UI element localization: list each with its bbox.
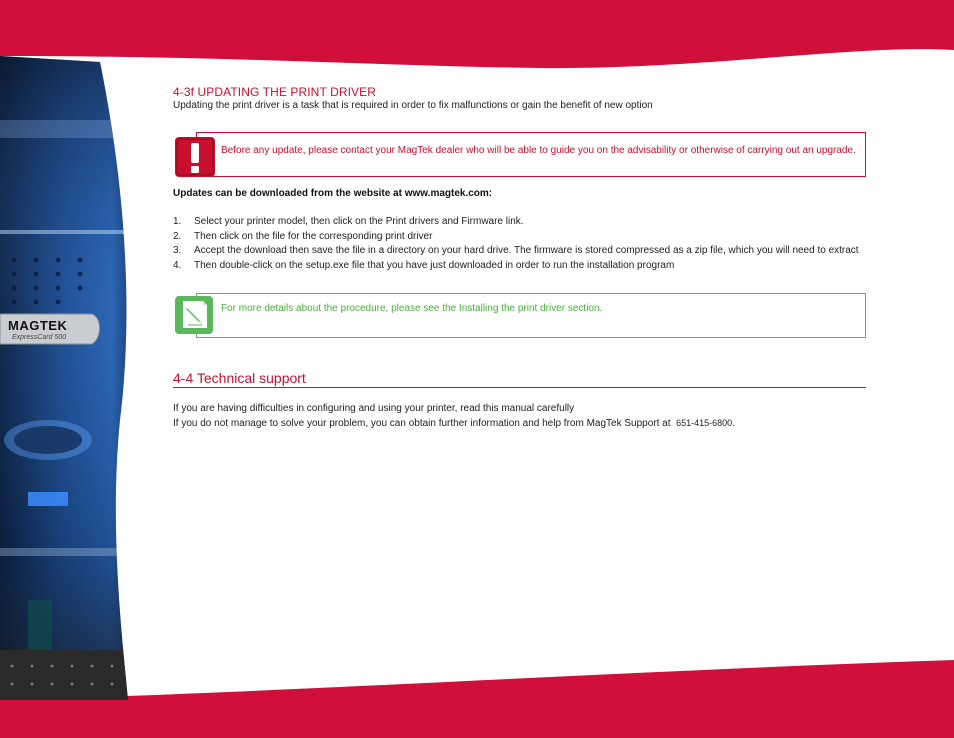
warning-text: Before any update, please contact your MagTek dealer who will be able to guide you on the advisability or otherwise of carrying out an upgrade. (221, 145, 856, 156)
section-heading-technical-support: 4-4 Technical support (173, 370, 306, 386)
brand-name: MAGTEK (8, 318, 68, 333)
support-line-1: If you are having difficulties in configuring and using your printer, read this manual carefully (173, 403, 575, 414)
section-intro: Updating the print driver is a task that is required in order to fix malfunctions or gain the benefit of new option (173, 100, 653, 111)
support-paragraph (173, 402, 873, 431)
support-line-2: If you do not manage to solve your problem, you can obtain further information and help from MagTek Support at 651-415-6800. (173, 418, 735, 429)
list-item: 1. Select your printer model, then click on the Print drivers and Firmware link. (173, 216, 524, 227)
list-item: 2. Then click on the file for the corresponding print driver (173, 230, 433, 242)
support-phone: 651-415-6800. (676, 418, 735, 428)
exclamation-icon (174, 136, 216, 178)
list-item: 4. Then double-click on the setup.exe file that you have just downloaded in order to run the installation program (173, 259, 675, 271)
steps-list (173, 215, 863, 273)
note-text: For more details about the procedure, please see the Installing the print driver section. (221, 303, 603, 314)
brand-model: ExpressCard 500 (12, 334, 67, 341)
note-pencil-icon (174, 295, 214, 335)
section-divider (173, 387, 866, 388)
list-item: 3. Accept the download then save the file in a directory on your hard drive. The firmware is stored compressed as a zip file, which you will need to extract (173, 245, 859, 256)
downloads-label: Updates can be downloaded from the website at www.magtek.com: (173, 188, 493, 199)
section-heading-update-driver: 4-3f UPDATING THE PRINT DRIVER (173, 85, 377, 99)
